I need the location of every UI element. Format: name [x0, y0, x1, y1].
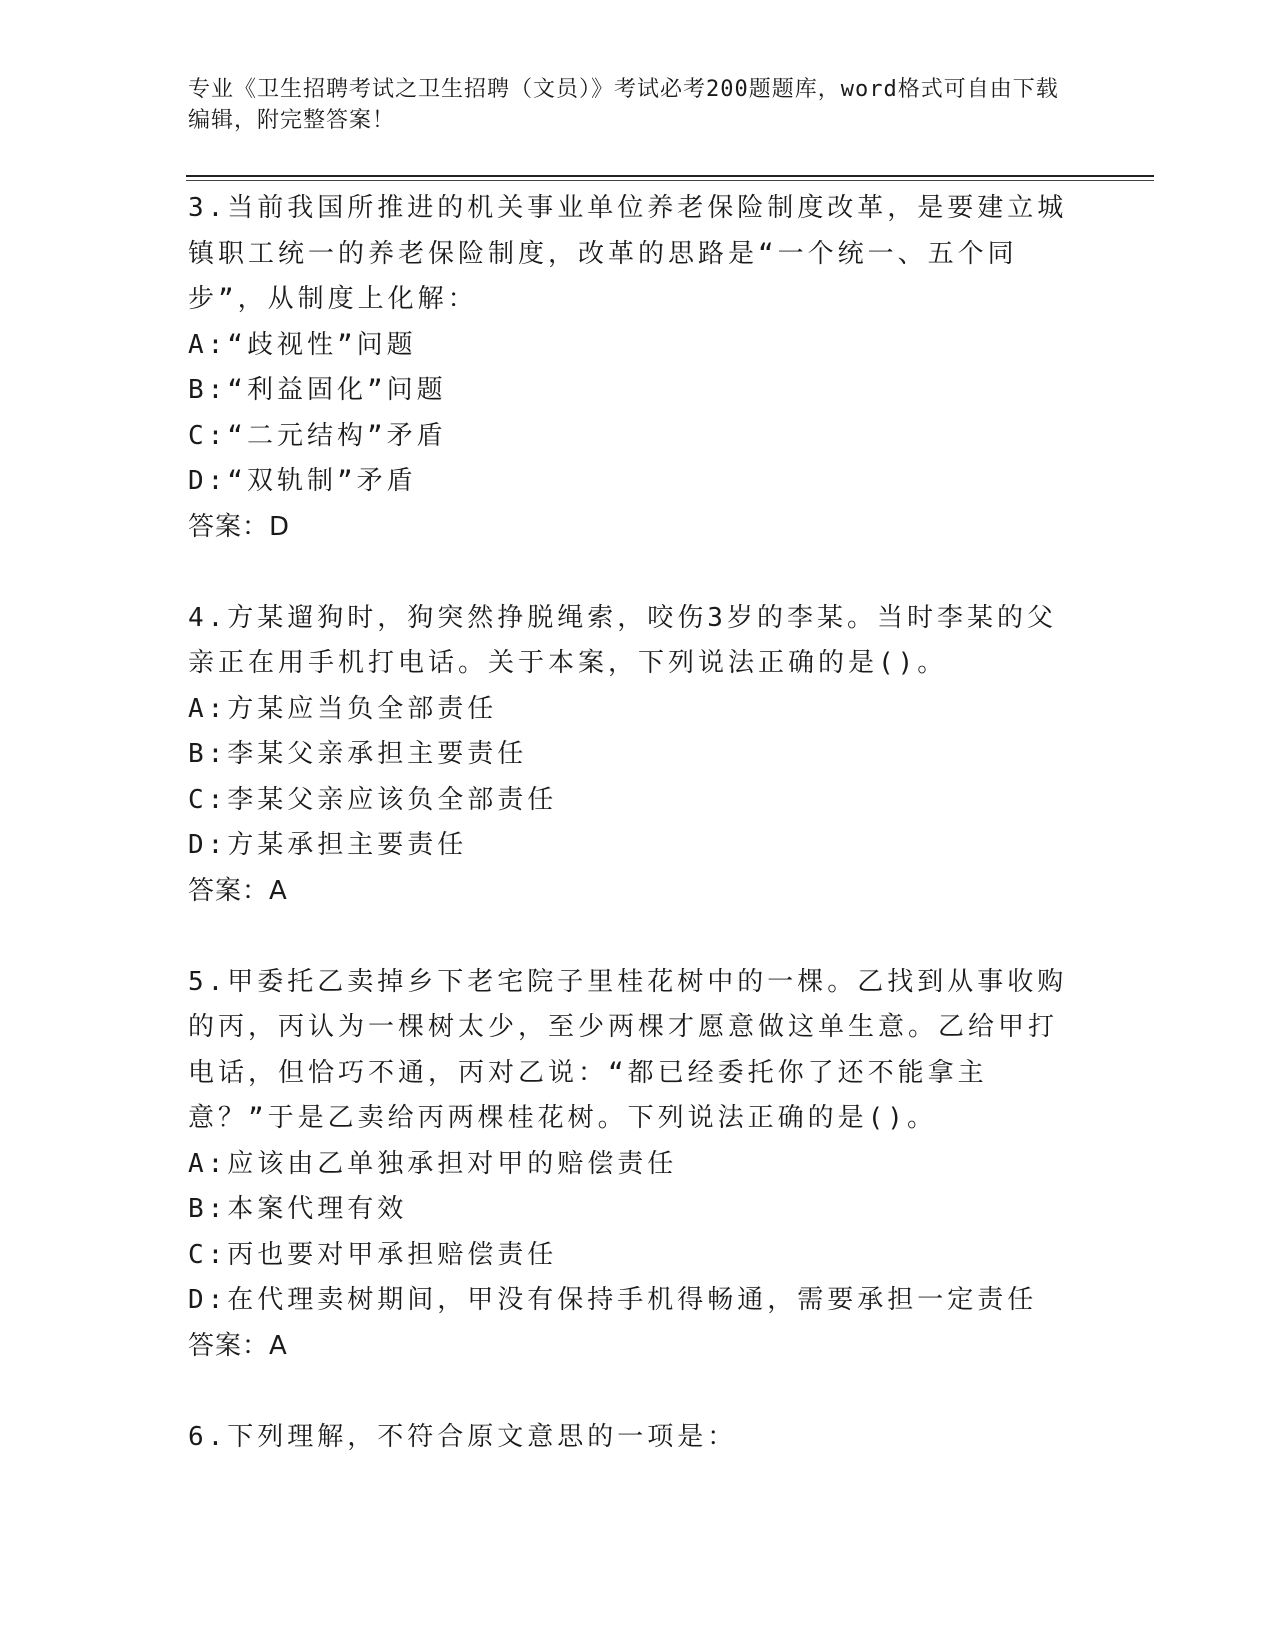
header-divider — [186, 175, 1154, 177]
question-stem: 4.方某遛狗时，狗突然挣脱绳索，咬伤3岁的李某。当时李某的父亲正在用手机打电话。关于本案，下列说法正确的是()。 — [188, 602, 1057, 678]
option-d: D:在代理卖树期间，甲没有保持手机得畅通，需要承担一定责任 — [188, 1285, 1038, 1315]
option-d: D:方某承担主要责任 — [188, 830, 468, 860]
option-d: D:“双轨制”矛盾 — [188, 466, 417, 496]
option-a: A:方某应当负全部责任 — [188, 693, 498, 724]
answer-line: 答案：A — [188, 1330, 288, 1361]
option-a: A:“歧视性”问题 — [188, 329, 417, 360]
question-stem: 6.下列理解，不符合原文意思的一项是： — [188, 1421, 738, 1452]
answer-line: 答案：D — [188, 511, 291, 542]
question-stem: 3.当前我国所推进的机关事业单位养老保险制度改革，是要建立城镇职工统一的养老保险制度，改革的思路是“一个统一、五个同步”，从制度上化解： — [188, 193, 1068, 314]
option-b: B:本案代理有效 — [188, 1194, 408, 1224]
option-a: A:应该由乙单独承担对甲的赔偿责任 — [188, 1148, 678, 1179]
header-divider-thin — [186, 180, 1154, 181]
question-3 — [188, 186, 1068, 550]
question-4 — [188, 596, 1068, 914]
question-6 — [188, 1415, 1068, 1461]
option-c: C:“二元结构”矛盾 — [188, 420, 447, 451]
question-stem: 5.甲委托乙卖掉乡下老宅院子里桂花树中的一棵。乙找到从事收购的丙，丙认为一棵树太少，至少两棵才愿意做这单生意。乙给甲打电话，但恰巧不通，丙对乙说：“都已经委托你了还不能拿主意？”于是乙卖给丙两棵桂花树。下列说法正确的是()。 — [188, 966, 1068, 1133]
option-b: B:“利益固化”问题 — [188, 375, 447, 405]
option-c: C:丙也要对甲承担赔偿责任 — [188, 1239, 558, 1270]
question-list — [188, 186, 1068, 1506]
option-c: C:李某父亲应该负全部责任 — [188, 784, 558, 815]
option-b: B:李某父亲承担主要责任 — [188, 739, 528, 769]
document-header: 专业《卫生招聘考试之卫生招聘（文员）》考试必考200题题库，word格式可自由下载编辑，附完整答案！ — [188, 77, 1059, 133]
question-5 — [188, 960, 1068, 1369]
answer-line: 答案：A — [188, 875, 288, 906]
